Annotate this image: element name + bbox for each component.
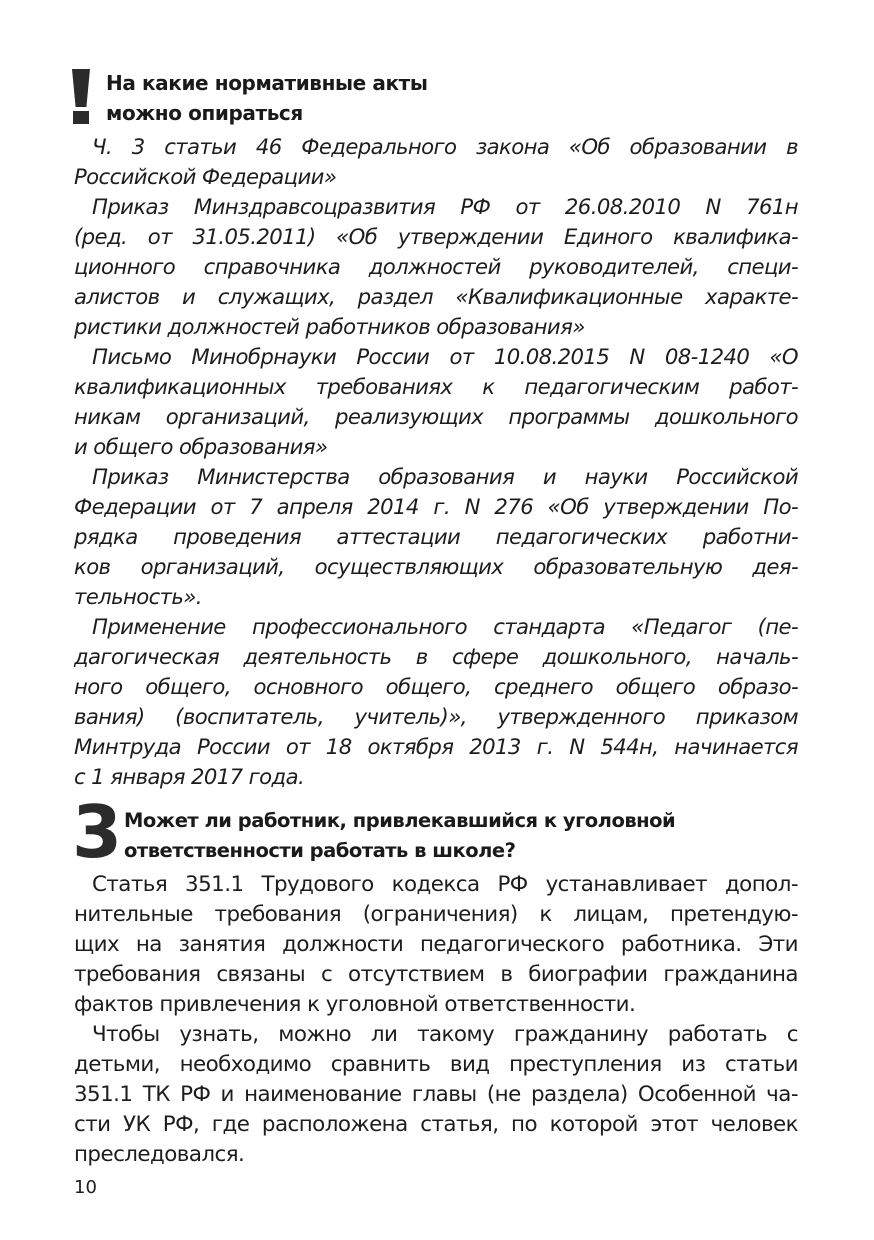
section-number: 3 — [72, 790, 123, 874]
paragraph — [74, 192, 798, 342]
text-line: щих на занятия должности педагогического работника. Эти — [74, 932, 798, 957]
text-line: ционного справочника должностей руководителей, специ- — [74, 254, 798, 279]
text-line: нительные требования (ограничения) к лицам, претендую- — [74, 902, 798, 927]
page-number: 10 — [74, 1177, 97, 1198]
text-line: рядка проведения аттестации педагогических работни- — [74, 524, 798, 549]
section-1-title-line: можно опираться — [106, 101, 303, 125]
text-line: ков организаций, осуществляющих образовательную дея- — [74, 554, 798, 579]
section-3-title-line: ответственности работать в школе? — [124, 839, 516, 862]
text-line: Российской Федерации» — [74, 164, 337, 189]
text-line: с 1 января 2017 года. — [74, 764, 305, 789]
text-line: Письмо Минобрнауки России от 10.08.2015 N 08-1240 «О — [92, 344, 798, 369]
paragraph — [74, 462, 798, 612]
text-line: Статья 351.1 Трудового кодекса РФ устанавливает допол- — [92, 872, 798, 897]
section-1-title — [106, 68, 428, 128]
section-1-header — [68, 66, 828, 128]
section-3-title — [124, 806, 675, 866]
text-line: дагогическая деятельность в сфере дошкольного, началь- — [74, 644, 798, 669]
paragraph — [74, 870, 798, 1020]
section-3-body — [74, 870, 798, 1170]
text-line: 351.1 ТК РФ и наименование главы (не раздела) Особенной ча- — [74, 1082, 798, 1107]
text-line: Чтобы узнать, можно ли такому гражданину работать с — [92, 1022, 798, 1047]
text-line: вания) (воспитатель, учитель)», утвержденного приказом — [74, 704, 798, 729]
text-line: Приказ Министерства образования и науки Российской — [92, 464, 798, 489]
text-line: тельность». — [74, 584, 202, 609]
text-line: Применение профессионального стандарта «Педагог (пе- — [92, 614, 798, 639]
text-line: требования связаны с отсутствием в биографии гражданина — [74, 962, 798, 987]
text-line: алистов и служащих, раздел «Квалификационные характе- — [74, 284, 798, 309]
text-line: фактов привлечения к уголовной ответственности. — [74, 992, 636, 1017]
text-line: преследовался. — [74, 1142, 245, 1167]
text-line: никам организаций, реализующих программы дошкольного — [74, 404, 798, 429]
text-line: и общего образования» — [74, 434, 328, 459]
text-line: ристики должностей работников образования» — [74, 314, 585, 339]
legal-references — [74, 132, 798, 792]
text-line: Федерации от 7 апреля 2014 г. N 276 «Об утверждении По- — [74, 494, 798, 519]
text-line: квалификационных требованиях к педагогическим работ- — [74, 374, 798, 399]
text-line: ного общего, основного общего, среднего общего образо- — [74, 674, 798, 699]
exclamation-icon — [68, 66, 96, 126]
paragraph — [74, 132, 798, 192]
text-line: сти УК РФ, где расположена статья, по которой этот человек — [74, 1112, 798, 1137]
text-line: (ред. от 31.05.2011) «Об утверждении Единого квалифика- — [74, 224, 798, 249]
text-line: Ч. 3 статьи 46 Федерального закона «Об образовании в — [92, 134, 798, 159]
paragraph — [74, 342, 798, 462]
section-3-title-line: Может ли работник, привлекавшийся к уголовной — [124, 809, 676, 832]
text-line: Минтруда России от 18 октября 2013 г. N 544н, начинается — [74, 734, 798, 759]
paragraph — [74, 612, 798, 792]
section-1-title-line: На какие нормативные акты — [106, 71, 428, 95]
text-line: детьми, необходимо сравнить вид преступления из статьи — [74, 1052, 798, 1077]
paragraph — [74, 1020, 798, 1170]
section-3-header — [72, 790, 832, 874]
text-line: Приказ Минздравсоцразвития РФ от 26.08.2010 N 761н — [92, 194, 798, 219]
